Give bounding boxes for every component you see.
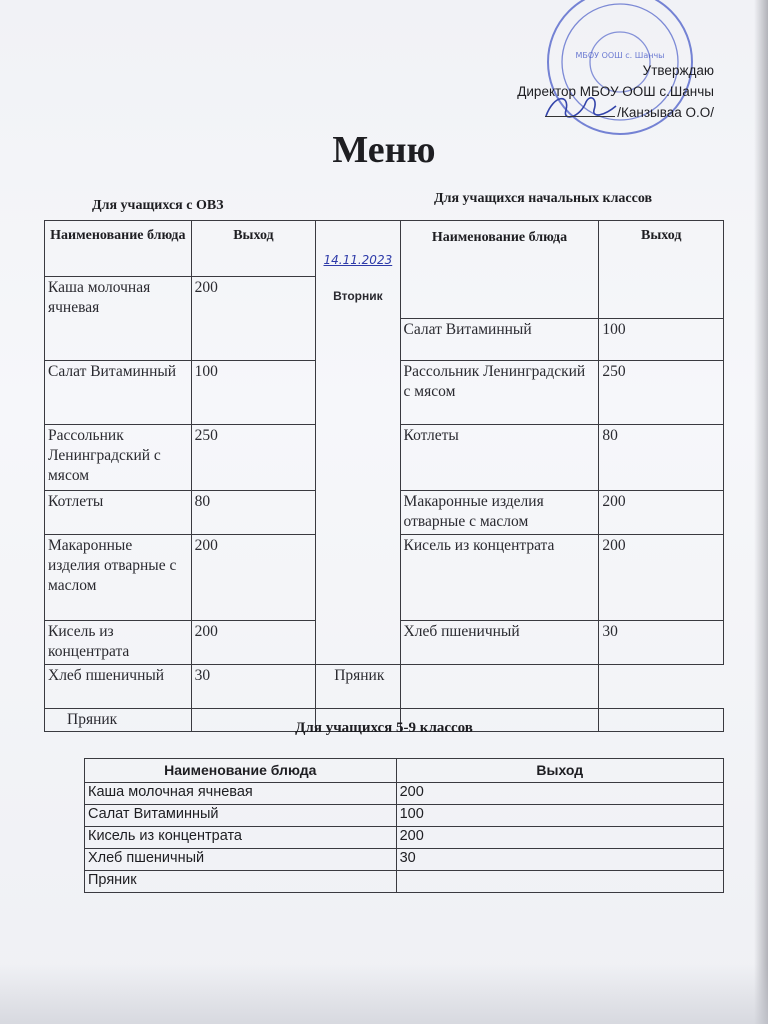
ovz-item-name: Пряник bbox=[45, 709, 192, 732]
primary-yield-header: Выход bbox=[599, 221, 724, 319]
stamp-text: МБОУ ООШ с. Шанчы bbox=[575, 51, 665, 60]
director-name-line bbox=[517, 102, 714, 123]
approval-word: Утверждаю bbox=[642, 63, 714, 78]
table-header-row bbox=[85, 759, 724, 783]
primary-item-yield bbox=[400, 665, 599, 709]
ovz-heading: Для учащихся с ОВЗ bbox=[92, 198, 224, 213]
ovz-item-name: Салат Витаминный bbox=[45, 361, 192, 425]
table-row bbox=[85, 871, 724, 893]
grades-item-name: Хлеб пшеничный bbox=[85, 849, 397, 871]
grades-item-yield: 30 bbox=[396, 849, 723, 871]
table-row bbox=[45, 665, 724, 709]
primary-item-yield: 30 bbox=[599, 621, 724, 665]
ovz-item-yield: 100 bbox=[191, 361, 316, 425]
ovz-item-yield: 250 bbox=[191, 425, 316, 491]
ovz-item-yield: 200 bbox=[191, 621, 316, 665]
grades-item-yield: 200 bbox=[396, 827, 723, 849]
primary-item-yield: 200 bbox=[599, 491, 724, 535]
table-header-row bbox=[45, 221, 724, 277]
ovz-item-yield: 80 bbox=[191, 491, 316, 535]
grades-yield-header: Выход bbox=[396, 759, 723, 783]
approval-block bbox=[517, 60, 714, 123]
primary-item-name: Рассольник Ленинградский с мясом bbox=[400, 361, 599, 425]
date-cell bbox=[316, 221, 400, 665]
primary-item-yield: 250 bbox=[599, 361, 724, 425]
primary-item-name: Кисель из концентрата bbox=[400, 535, 599, 621]
ovz-item-name: Хлеб пшеничный bbox=[45, 665, 192, 709]
main-menu-table bbox=[44, 220, 724, 732]
primary-item-name: Салат Витаминный bbox=[400, 319, 599, 361]
page-title: Меню bbox=[332, 129, 436, 171]
ovz-yield-header: Выход bbox=[191, 221, 316, 277]
primary-item-yield: 200 bbox=[599, 535, 724, 621]
grades-5-9-heading: Для учащихся 5-9 классов bbox=[295, 720, 473, 736]
ovz-item-name: Макаронные изделия отварные с маслом bbox=[45, 535, 192, 621]
director-name: /Канзываа О.О/ bbox=[617, 105, 714, 120]
paper-bottom-shade bbox=[0, 964, 768, 1024]
primary-item-name: Пряник bbox=[316, 665, 400, 709]
ovz-item-yield: 30 bbox=[191, 665, 316, 709]
primary-item-name: Макаронные изделия отварные с маслом bbox=[400, 491, 599, 535]
table-row bbox=[85, 827, 724, 849]
ovz-item-name: Кисель из концентрата bbox=[45, 621, 192, 665]
primary-item-yield: 100 bbox=[599, 319, 724, 361]
primary-heading: Для учащихся начальных классов bbox=[434, 191, 653, 206]
primary-item-name: Котлеты bbox=[400, 425, 599, 491]
grades-item-name: Салат Витаминный bbox=[85, 805, 397, 827]
ovz-item-name: Каша молочная ячневая bbox=[45, 277, 192, 361]
grades-name-header: Наименование блюда bbox=[85, 759, 397, 783]
primary-item-name: Хлеб пшеничный bbox=[400, 621, 599, 665]
primary-name-header: Наименование блюда bbox=[400, 221, 599, 319]
table-row bbox=[85, 849, 724, 871]
director-title: Директор МБОУ ООШ с.Шанчы bbox=[517, 84, 714, 99]
table-row bbox=[85, 783, 724, 805]
ovz-name-header: Наименование блюда bbox=[45, 221, 192, 277]
primary-item-yield: 80 bbox=[599, 425, 724, 491]
grades-item-name: Пряник bbox=[85, 871, 397, 893]
ovz-item-yield: 200 bbox=[191, 535, 316, 621]
grades-item-name: Каша молочная ячневая bbox=[85, 783, 397, 805]
menu-date: 14.11.2023 bbox=[323, 253, 393, 267]
ovz-item-name: Котлеты bbox=[45, 491, 192, 535]
grades-item-name: Кисель из концентрата bbox=[85, 827, 397, 849]
menu-day: Вторник bbox=[333, 289, 383, 303]
signature-line bbox=[545, 116, 615, 117]
ovz-item-yield: 200 bbox=[191, 277, 316, 361]
grades-item-yield: 200 bbox=[396, 783, 723, 805]
table-row bbox=[85, 805, 724, 827]
grades-item-yield bbox=[396, 871, 723, 893]
ovz-item-name: Рассольник Ленинградский с мясом bbox=[45, 425, 192, 491]
grades-5-9-table bbox=[84, 758, 724, 893]
grades-item-yield: 100 bbox=[396, 805, 723, 827]
